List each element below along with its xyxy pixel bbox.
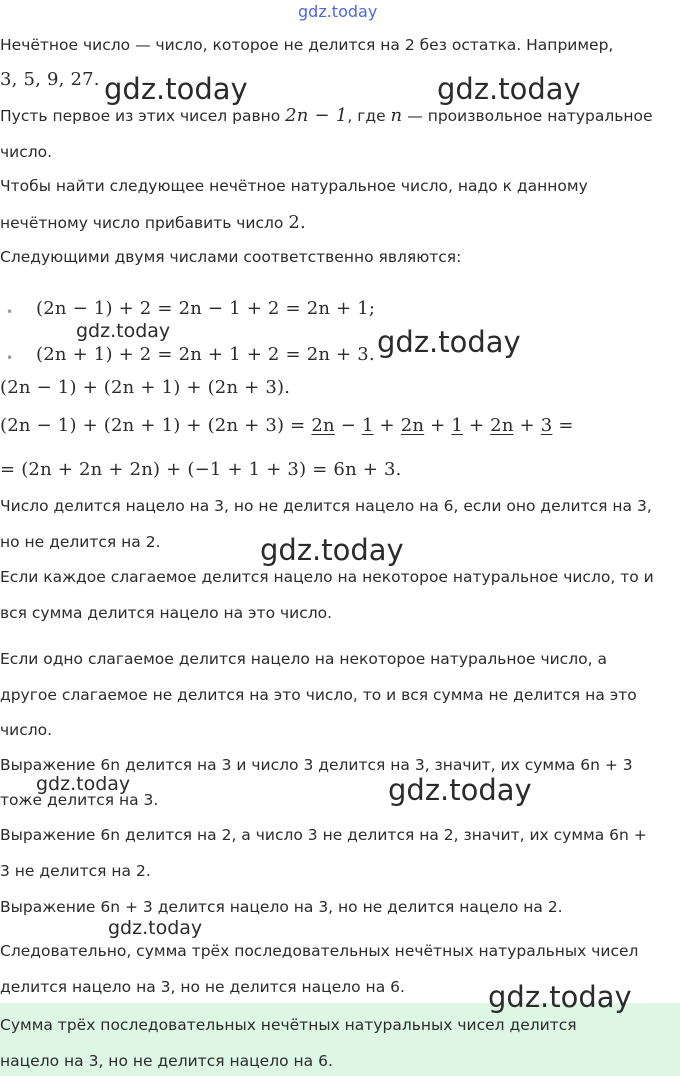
text-line: число. (0, 721, 53, 739)
watermark: gdz.today (108, 917, 203, 939)
text-line: Выражение 6n делится на 3 и число 3 делится на 3, значит, их сумма 6n + 3 (0, 756, 633, 774)
math-underlined: 2n (400, 415, 425, 436)
math-line (0, 415, 574, 436)
bullet-dot-icon: • (6, 351, 14, 365)
text-line (0, 105, 653, 126)
bullet-dot-icon: • (6, 305, 14, 319)
text-span: , где (347, 107, 391, 125)
math-span: + (373, 415, 401, 436)
watermark: gdz.today (377, 325, 521, 359)
math-span: − (334, 415, 362, 436)
text-span: Пусть первое из этих чисел равно (0, 107, 286, 125)
text-line: Нечётное число — число, которое не делится на 2 без остатка. Например, (0, 36, 614, 54)
math-span: + (424, 415, 452, 436)
text-line: Выражение 6n + 3 делится нацело на 3, но не делится нацело на 2. (0, 898, 563, 916)
math-line: = (2n + 2n + 2n) + (−1 + 1 + 3) = 6n + 3. (0, 459, 402, 480)
math-span: + (513, 415, 541, 436)
text-line (0, 212, 306, 233)
math-span: (2n − 1) + (2n + 1) + (2n + 3) = (0, 415, 312, 436)
text-span: — произвольное натуральное (402, 107, 653, 125)
text-line: вся сумма делится нацело на это число. (0, 604, 333, 622)
math-span: 2n − 1 (285, 105, 348, 126)
math-line: (2n + 1) + 2 = 2n + 1 + 2 = 2n + 3. (36, 344, 375, 365)
math-span: = (552, 415, 574, 436)
watermark: gdz.today (437, 72, 581, 106)
math-underlined: 1 (361, 415, 374, 436)
math-span: + (463, 415, 491, 436)
text-line: Чтобы найти следующее нечётное натуральное число, надо к данному (0, 177, 588, 195)
watermark: gdz.today (104, 72, 248, 106)
math-line: (2n − 1) + (2n + 1) + (2n + 3). (0, 377, 291, 398)
watermark: gdz.today (260, 533, 404, 567)
watermark: gdz.today (36, 773, 131, 795)
text-line: Следовательно, сумма трёх последовательных нечётных натуральных чисел (0, 942, 639, 960)
text-line: другое слагаемое не делится на это число, то и вся сумма не делится на это (0, 686, 637, 704)
math-underlined: 2n (490, 415, 514, 436)
math-underlined: 1 (451, 415, 464, 436)
text-line: 3 не делится на 2. (0, 862, 151, 880)
math-span: 2. (288, 212, 306, 233)
math-underlined: 3 (540, 415, 553, 436)
math-line: 3, 5, 9, 27. (0, 69, 100, 90)
text-line: Число делится нацело на 3, но не делится нацело на 6, если оно делится на 3, (0, 497, 652, 515)
text-line: тоже делится на 3. (0, 791, 159, 809)
text-line: но не делится на 2. (0, 533, 161, 551)
answer-text-line: нацело на 3, но не делится нацело на 6. (0, 1052, 333, 1070)
text-line: Если одно слагаемое делится нацело на некоторое натуральное число, а (0, 650, 607, 668)
watermark: gdz.today (388, 773, 532, 807)
math-span: n (390, 105, 403, 126)
text-line: Если каждое слагаемое делится нацело на некоторое натуральное число, то и (0, 568, 654, 586)
answer-text-line: Сумма трёх последовательных нечётных натуральных чисел делится (0, 1016, 577, 1034)
watermark-top: gdz.today (298, 2, 378, 21)
text-span: нечётному число прибавить число (0, 214, 289, 232)
text-line: Следующими двумя числами соответственно являются: (0, 248, 462, 266)
math-line: (2n − 1) + 2 = 2n − 1 + 2 = 2n + 1; (36, 298, 376, 319)
text-line: делится нацело на 3, но не делится нацело на 6. (0, 978, 405, 996)
math-underlined: 2n (311, 415, 335, 436)
watermark: gdz.today (488, 980, 632, 1014)
text-line: число. (0, 143, 53, 161)
watermark: gdz.today (76, 320, 171, 342)
text-line: Выражение 6n делится на 2, а число 3 не делится на 2, значит, их сумма 6n + (0, 826, 647, 844)
